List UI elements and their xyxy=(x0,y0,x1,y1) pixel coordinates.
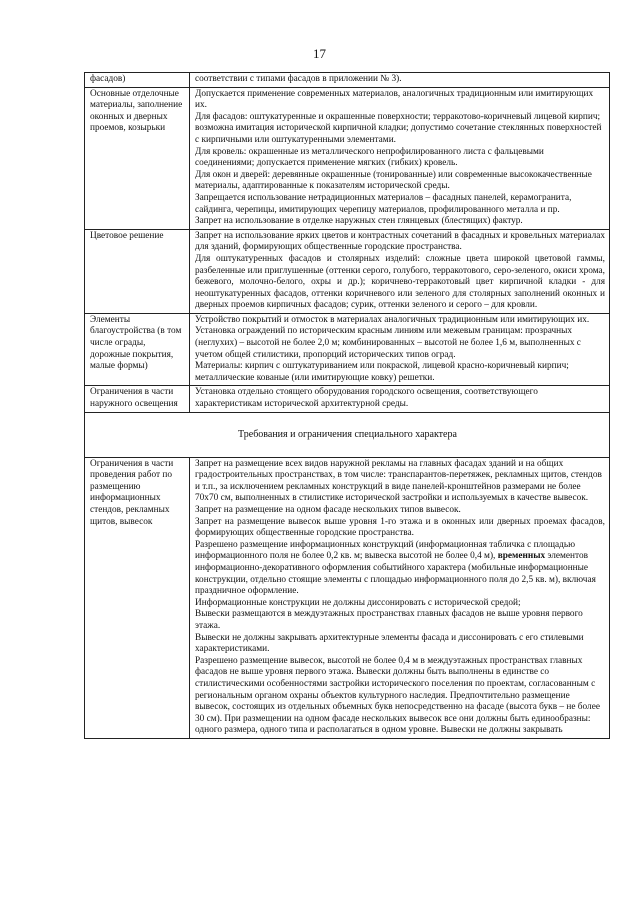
row-content xyxy=(190,73,610,88)
paragraph: Запрет на размещение вывесок выше уровня 1-го этажа и в оконных или дверных проемах фасадов, формирующих общественные городские пространства. xyxy=(195,516,605,539)
paragraph: соответствии с типами фасадов в приложении № 3). xyxy=(195,74,402,84)
paragraph: Устройство покрытий и отмосток в материалах аналогичных традиционным или имитирующих их. xyxy=(195,314,590,325)
paragraph: Запрещается использование нетрадиционных материалов – фасадных панелей, керамогранита, сайдинга, черепицы, имитирующих черепицу материалов, профилированного металла и пр. xyxy=(195,192,572,215)
paragraph: Для оштукатуренных фасадов и столярных изделий: сложные цвета широкой цветовой гаммы, разбеленные или приглушенные (оттенки серого, голубого, терракотового, серо-зеленого, окиси хрома, бежевого, молочно-белого, охры и др.); коричнево-терракотовый цвет кирпичной кладки - для неоштукатуренных фасадов, оттенки коричневого или зеленого для столярных заполнений оконных и дверных проемов кирпичных фасадов; сурик, оттенки зеленого и серого – для кровли. xyxy=(195,253,605,311)
row-label: Ограничения в части проведения работ по размещению информационных стендов, рекламных щитов, вывесок xyxy=(85,457,190,738)
table-row xyxy=(85,87,610,229)
row-content xyxy=(190,386,610,412)
paragraph: Запрет на использование ярких цветов и контрастных сочетаний в фасадных и кровельных материалах для зданий, формирующих общественные городские пространства. xyxy=(195,230,605,253)
paragraph: Установка ограждений по историческим красным линиям или межевым границам: прозрачных (неглухих) – высотой не более 2,0 м; комбинированных – высотой не более 1,6 м, выполненных с учетом общей стилистики, пропорций исторических типов оград. xyxy=(195,326,581,360)
paragraph: Материалы: кирпич с оштукатуриванием или покраской, лицевой красно-коричневый кирпич; металлические кованые (или имитирующие ковку) решетки. xyxy=(195,361,569,383)
paragraph: Запрет на использование в отделке наружных стен глянцевых (блестящих) фактур. xyxy=(195,216,523,227)
row-content xyxy=(190,87,610,229)
row-label: фасадов) xyxy=(85,73,190,88)
paragraph: Для кровель: окрашенные из металлического непрофилированного листа с фальцевыми соединениями; допускается применение мягких (гибких) кровель. xyxy=(195,146,544,169)
table-row xyxy=(85,313,610,386)
paragraph: Допускается применение современных материалов, аналогичных традиционным или имитирующих их. xyxy=(195,88,594,111)
paragraph xyxy=(195,540,605,598)
paragraph: Для окон и дверей: деревянные окрашенные (тонированные) или современные высококачественные материалы, адаптированные к показателям исторической среды. xyxy=(195,169,592,192)
section-heading-row xyxy=(85,412,610,457)
section-heading: Требования и ограничения специального характера xyxy=(85,412,610,457)
row-content xyxy=(190,457,610,738)
paragraph: Вывески размещаются в междуэтажных пространствах главных фасадов не выше уровня первого этажа. xyxy=(195,609,583,631)
paragraph: Информационные конструкции не должны диссонировать с исторической средой; xyxy=(195,597,521,608)
bold-text: временных xyxy=(497,551,546,562)
paragraph-text: Разрешено размещение информационных конструкций (информационная табличка с площадью информационного поля не более 0,2 кв. м; вывеска высотой не более 0,4 м), xyxy=(195,539,576,562)
page-number: 17 xyxy=(313,46,326,61)
row-label: Элементы благоустройства (в том числе ограды, дорожные покрытия, малые формы) xyxy=(85,313,190,386)
row-label: Цветовое решение xyxy=(85,229,190,313)
row-content xyxy=(190,229,610,313)
table-row xyxy=(85,73,610,88)
paragraph: Запрет на размещение всех видов наружной рекламы на главных фасадах зданий и на общих градостроительных пространствах, в том числе: транспарантов-перетяжек, рекламных щитов, стендов и т.п., за исключением рекламных конструкций в виде панелей-кронштейнов размерами не более 70х70 см, выполненных в стилистике исторической застройки и используемых в качестве вывесок. xyxy=(195,458,602,504)
table-row xyxy=(85,457,610,738)
paragraph: Установка отдельно стоящего оборудования городского освещения, соответствующего характеристикам исторической архитектурной среды. xyxy=(195,387,538,410)
table-row xyxy=(85,386,610,412)
table-row xyxy=(85,229,610,313)
paragraph-text: элементов информационно-декоративного оформления событийного характера (мобильные информационные конструкции, отдельно стоящие элементы с площадью информационного поля до 2,5 кв. м), включая праздничное оформление. xyxy=(195,551,596,597)
paragraph: Вывески не должны закрывать архитектурные элементы фасада и диссонировать с его стилевыми характеристиками. xyxy=(195,632,584,655)
regulations-table xyxy=(84,72,610,739)
row-label: Основные отделочные материалы, заполнение оконных и дверных проемов, козырьки xyxy=(85,87,190,229)
paragraph: Запрет на размещение на одном фасаде нескольких типов вывесок. xyxy=(195,505,461,515)
paragraph: Разрешено размещение вывесок, высотой не более 0,4 м в междуэтажных пространствах главных фасадов не выше уровня первого этажа. Вывески должны быть выполнены в единстве со стилистическими особенностями застройки исторического поселения по проектам, согласованным с региональным органом охраны объектов культурного наследия. Предпочтительно размещение вывесок, состоящих из отдельных объемных букв непосредственно на фасаде (высота букв – не более 30 см). При размещении на одном фасаде нескольких вывесок все они должны быть единообразны: одного размера, одного типа и располагаться в одном уровне. Вывески не должны закрывать xyxy=(195,655,600,736)
paragraph: Для фасадов: оштукатуренные и окрашенные поверхности; терракотово-коричневый лицевой кирпич; возможна имитация исторической кирпичной кладки; допустимо сочетание стеклянных поверхностей с кирпичными или оштукатуренными элементами. xyxy=(195,111,602,145)
row-content xyxy=(190,313,610,386)
row-label: Ограничения в части наружного освещения xyxy=(85,386,190,412)
